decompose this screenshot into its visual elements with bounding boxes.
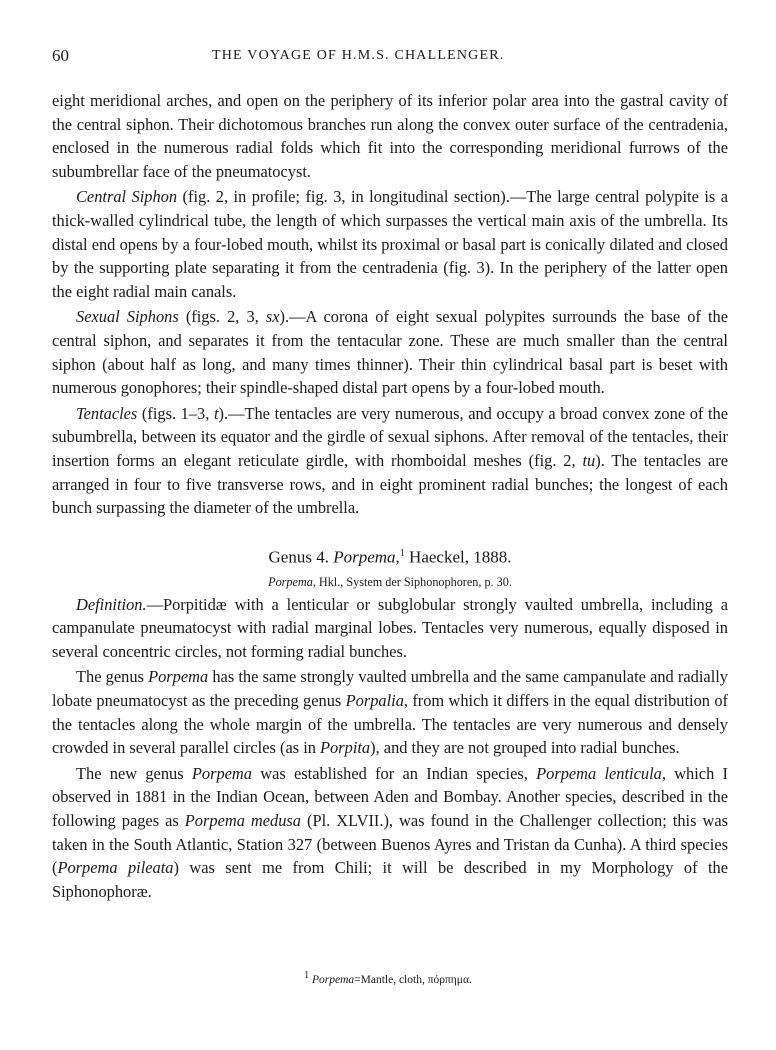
new-genus-e: , which I observed in 1881 in the Indian Ocean, between Aden and Bombay. Another species, described in the following pages as xyxy=(52,763,728,831)
new-genus-i: ) was sent me from Chili; it will be described in my Morphology of the Siphonophoræ. xyxy=(52,858,728,901)
definition-text: —Porpitidæ with a lenticular or subglobular strongly vaulted umbrella, including a campanulate pneumatocyst with radial marginal lobes. Tentacles very numerous, equally disposed in several concentric circles, not forming radial bunches. xyxy=(52,594,728,661)
genus-comp-a: The genus xyxy=(76,667,149,687)
figure-label-tu: tu xyxy=(582,450,596,470)
tentacles-text-b: ).—The tentacles are very numerous, and occupy a broad convex zone of the subumbrella, between its equator and the girdle of sexual siphons. After removal of the tentacles, their insertion forms an elegant reticulate girdle, with rhomboidal meshes (fig. 2, xyxy=(52,403,728,470)
footnote-text: =Mantle, cloth, πόρπημα. xyxy=(354,973,472,986)
heading-definition: Definition. xyxy=(76,594,147,614)
new-genus-c: was established for an Indian species, xyxy=(251,763,537,783)
new-genus-d: Porpema lenticula xyxy=(536,763,662,783)
tentacles-text-a: (figs. 1–3, xyxy=(137,403,214,423)
paragraph-canals: eight meridional arches, and open on the periphery of its inferior polar area into the gastral cavity of the central siphon. Their dichotomous branches run along the convex outer surface of the centradenia, enclosed in the numerous radial folds which fit into the corresponding meridional furrows of the subumbrellar face of the pneumatocyst. xyxy=(52,91,728,181)
paragraph-sexual-siphons xyxy=(52,305,728,399)
figure-label-t: t xyxy=(213,403,219,423)
genus-prefix: Genus 4. xyxy=(268,547,334,567)
footnote-name: Porpema xyxy=(311,973,355,986)
page-number: 60 xyxy=(52,46,69,65)
paragraph-definition xyxy=(52,593,728,664)
tentacles-text-c: ). The tentacles are arranged in four to five transverse rows, and in eight prominent radial bunches; the longest of each bunch surpassing the diameter of the umbrella. xyxy=(52,450,728,518)
sexual-text-b: ).—A corona of eight sexual polypites surrounds the base of the central siphon, and separates it from the tentacular zone. These are much smaller than the central siphon (about half as long, and many times thinner). Their thin cylindrical basal part is beset with numerous gonophores; their spindle-shaped distal part opens by a four-lobed mouth. xyxy=(52,307,728,398)
paragraph-new-genus xyxy=(52,762,728,904)
genus-heading xyxy=(52,541,728,567)
paragraph-central-siphon xyxy=(52,185,728,303)
new-genus-f: Porpema medusa xyxy=(184,811,301,831)
paragraph-tentacles xyxy=(52,402,728,520)
heading-central-siphon: Central Siphon xyxy=(76,187,178,207)
genus-comp-c: has the same strongly vaulted umbrella and the same campanulate and radially lobate pneumatocyst as the preceding genus xyxy=(52,667,728,711)
page-header xyxy=(52,46,732,68)
genus-comp-g: ), and they are not grouped into radial bunches. xyxy=(370,738,680,758)
central-siphon-text: (fig. 2, in profile; fig. 3, in longitudinal section).—The large central polypite is a thick-walled cylindrical tube, the length of which surpasses the vertical main axis of the umbrella. Its distal end opens by a four-lobed mouth, whilst its proximal or basal part is conically dilated and closed by the supporting plate separating it from the centradenia (fig. 3). In the periphery of the latter open the eight radial main canals. xyxy=(52,187,728,301)
genus-comp-b: Porpema xyxy=(148,667,209,687)
genus-comp-d: Porpalia xyxy=(345,691,404,711)
new-genus-a: The new genus xyxy=(76,763,192,783)
new-genus-g: (Pl. XLVII.), was found in the Challenger collection; this was taken in the South Atlantic, Station 327 (between Buenos Ayres and Tristan da Cunha). A third species ( xyxy=(52,811,729,878)
genus-author: Haeckel, 1888. xyxy=(404,547,512,567)
footnote-marker: 1 xyxy=(399,547,405,559)
heading-sexual-siphons: Sexual Siphons xyxy=(76,307,179,327)
sexual-text-a: (figs. 2, 3, xyxy=(178,307,266,327)
genus-citation xyxy=(52,571,728,593)
paragraph-genus-comparison xyxy=(52,665,728,759)
running-title: THE VOYAGE OF H.M.S. CHALLENGER. xyxy=(212,48,505,63)
genus-name: Porpema, xyxy=(333,547,400,567)
footnote xyxy=(0,970,776,986)
citation-name: Porpema xyxy=(268,574,313,589)
figure-label-sx: sx xyxy=(265,307,280,327)
heading-tentacles: Tentacles xyxy=(76,403,138,423)
footnote-mark: 1 xyxy=(304,970,310,981)
genus-comp-e: , from which it differs in the equal distribution of the tentacles along the whole margin of the umbrella. The tentacles are very numerous and densely crowded in several parallel circles (as in xyxy=(52,691,728,758)
genus-comp-f: Porpita xyxy=(320,738,371,758)
citation-text: , Hkl., System der Siphonophoren, p. 30. xyxy=(312,574,512,589)
new-genus-b: Porpema xyxy=(191,763,252,783)
body-text xyxy=(52,89,728,903)
new-genus-h: Porpema pileata xyxy=(57,858,174,878)
